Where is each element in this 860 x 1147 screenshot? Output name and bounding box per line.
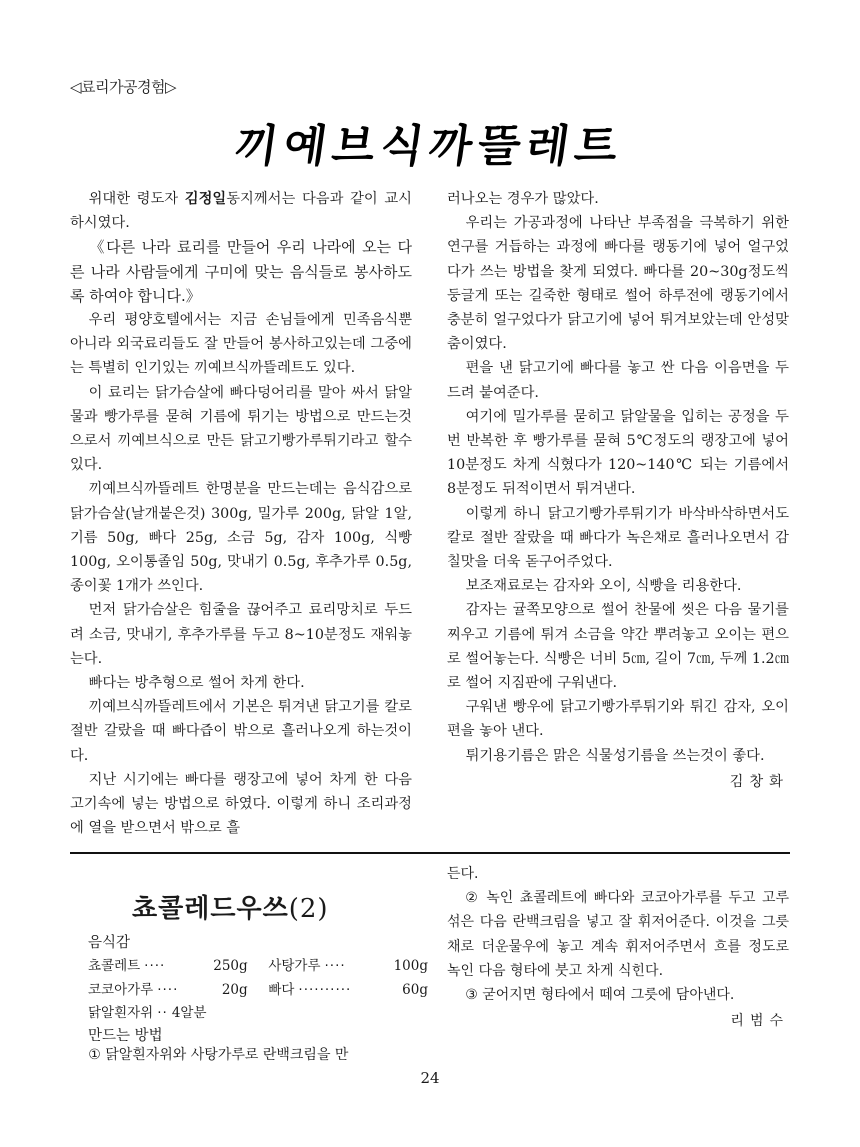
ingredient-item [88,1002,206,1025]
method-label: 만드는 방법 [88,1028,163,1045]
ingredient-qty: 100g [393,958,428,975]
text: 동지께서는 다음과 같이 교시하시였다. [70,191,412,232]
ingredient-qty: 250g [213,958,248,975]
recipe-part-number: (2) [288,894,329,924]
leader-name: 김정일 [184,191,227,207]
paragraph: 이 료리는 닭가슴살에 빠다덩어리를 말아 싸서 닭알물과 빵가루를 묻혀 기름에 튀기는 방법으로 만드는것으로서 끼예브식으로 만든 닭고기빵가루튀기라고 할수 있다. [70,384,412,474]
article-column-right [447,187,789,794]
ingredient-item [268,979,428,1002]
ingredient-row [88,1002,428,1025]
ingredient-row [88,955,428,978]
paragraph [70,187,412,235]
recipe-step-3: ③ 굳어지면 형타에서 떼여 그릇에 담아낸다. [465,987,735,1004]
paragraph: 우리 평양호텔에서는 지금 손님들에게 민족음식뿐 아니라 외국료리들도 잘 만들어 봉사하고있는데 그중에는 특별히 인기있는 끼예브식까뜰레트도 있다. [70,312,412,377]
ingredients-label: 음식감 [88,935,131,951]
paragraph: 우리는 가공과정에 나타난 부족점을 극복하기 위한 연구를 거듭하는 과정에 빠다를 랭동기에 넣어 얼구었다가 쓰는 방법을 찾게 되였다. 빠다를 20~30g정도씩 둥글게 또는 길죽한 형태로 썰어 하루전에 랭동기에서 충분히 얼구었다가 닭고기에 넣어 튀겨보았는데 안성맞춤이였다. [447,215,789,353]
paragraph: 먼저 닭가슴살은 힘줄을 끊어주고 료리망치로 두드려 소금, 맛내기, 후추가루를 두고 8~10분정도 재워놓는다. [70,602,412,667]
ingredient-qty: 60g [402,981,428,998]
recipe-step-1-continued: 든다. [447,866,479,882]
paragraph: 지난 시기에는 빠다를 랭장고에 넣어 차게 한 다음 고기속에 넣는 방법으로 하였다. 이렇게 하니 조리과정에 열을 받으면서 밖으로 흘 [70,771,412,837]
recipe-column-right [447,862,789,1033]
quotation: 《다른 나라 료리를 만들어 우리 나라에 오는 다른 나라 사람들에게 구미에 맞는 음식들로 봉사하도록 하여야 합니다.》 [70,238,412,305]
paragraph: 끼예브식까뜰레트 한명분을 만드는데는 음식감으로 닭가슴살(날개붙은것) 300g, 밀가루 200g, 닭알 1알, 기름 50g, 빠다 25g, 소금 5g, 감자 100g, 식빵 100g, 오이통졸임 50g, 맛내기 0.5g, 후추가루 0.5g, 종이꽃 1개가 쓰인다. [70,481,412,595]
ingredient-qty: 20g [221,981,248,998]
ingredient-name: 코코아가루 [88,981,154,998]
paragraph: 빠다는 방추형으로 썰어 차게 한다. [88,675,305,692]
paragraph: 편을 낸 닭고기에 빠다를 놓고 싼 다음 이음면을 두드려 붙여준다. [447,360,789,401]
recipe-title-text: 쵸콜레드우쓰 [132,894,289,924]
section-tag: ◁료리가공경험▷ [70,78,177,96]
ingredient-name: 쵸콜레트 [88,958,141,975]
recipe-step-1: ① 닭알흰자위와 사탕가루로 란백크림을 만 [88,1047,349,1063]
paragraph: 감자는 귤쪽모양으로 썰어 찬물에 씻은 다음 물기를 찌우고 기름에 튀겨 소금을 약간 뿌려놓고 오이는 편으로 썰어놓는다. 식빵은 너비 5㎝, 길이 7㎝, 두께 1.2㎝로 썰어 지짐판에 구워낸다. [447,602,789,692]
ingredient-name: 닭알흰자위 [88,1004,154,1021]
article-title: 끼예브식까뜰레트 [231,121,627,172]
ingredient-name: 사탕가루 [268,958,321,975]
ingredient-item [88,979,248,1002]
ingredient-row [88,979,428,1002]
article-column-left [70,187,412,840]
ingredient-item [88,955,248,978]
paragraph: 이렇게 하니 닭고기빵가루튀기가 바삭바삭하면서도 칼로 절반 잘랐을 때 빠다가 녹은채로 흘러나오면서 감칠맛을 더욱 돋구어주었다. [447,505,789,571]
leader-dots: ···· [144,958,166,975]
recipe-author: 리범수 [730,1013,789,1030]
section-divider [70,852,790,854]
ingredient-name: 빠다 [268,981,295,998]
recipe-step-2: ② 녹인 쵸콜레트에 빠다와 코코아가루를 두고 고루 섞은 다음 란백크림을 넣고 잘 휘저어준다. 이것을 그릇채로 더운물우에 놓고 계속 휘저어주면서 흐를 정도로 녹인 다음 형타에 붓고 차게 식힌다. [447,890,789,979]
ingredients-block [88,932,428,1048]
text: 위대한 령도자 [88,191,185,207]
page-number: 24 [420,1069,440,1087]
leader-dots: ·········· [298,981,352,998]
paragraph: 튀기용기름은 맑은 식물성기름을 쓰는것이 좋다. [465,747,765,764]
paragraph: 여기에 밀가루를 묻히고 닭알물을 입히는 공정을 두번 반복한 후 빵가루를 묻혀 5℃정도의 랭장고에 넣어 10분정도 차게 식혔다가 120~140℃ 되는 기름에서 8분정도 뒤적이면서 튀겨낸다. [447,408,789,498]
paragraph: 러나오는 경우가 많았다. [447,191,599,207]
paragraph: 보조재료로는 감자와 오이, 식빵을 리용한다. [465,578,742,595]
paragraph: 구워낸 빵우에 닭고기빵가루튀기와 튀긴 감자, 오이편을 놓아 낸다. [447,699,789,740]
leader-dots: ···· [324,958,346,975]
paragraph: 끼예브식까뜰레트에서 기본은 튀겨낸 닭고기를 칼로 절반 갈랐을 때 빠다즙이 밖으로 흘러나오게 하는것이다. [70,699,412,764]
recipe-title [132,888,329,925]
article-author: 김창화 [729,773,789,790]
ingredient-item [268,955,428,978]
leader-dots: ·· [157,1004,168,1021]
ingredient-qty: 4알분 [171,1004,207,1021]
leader-dots: ···· [157,981,179,998]
